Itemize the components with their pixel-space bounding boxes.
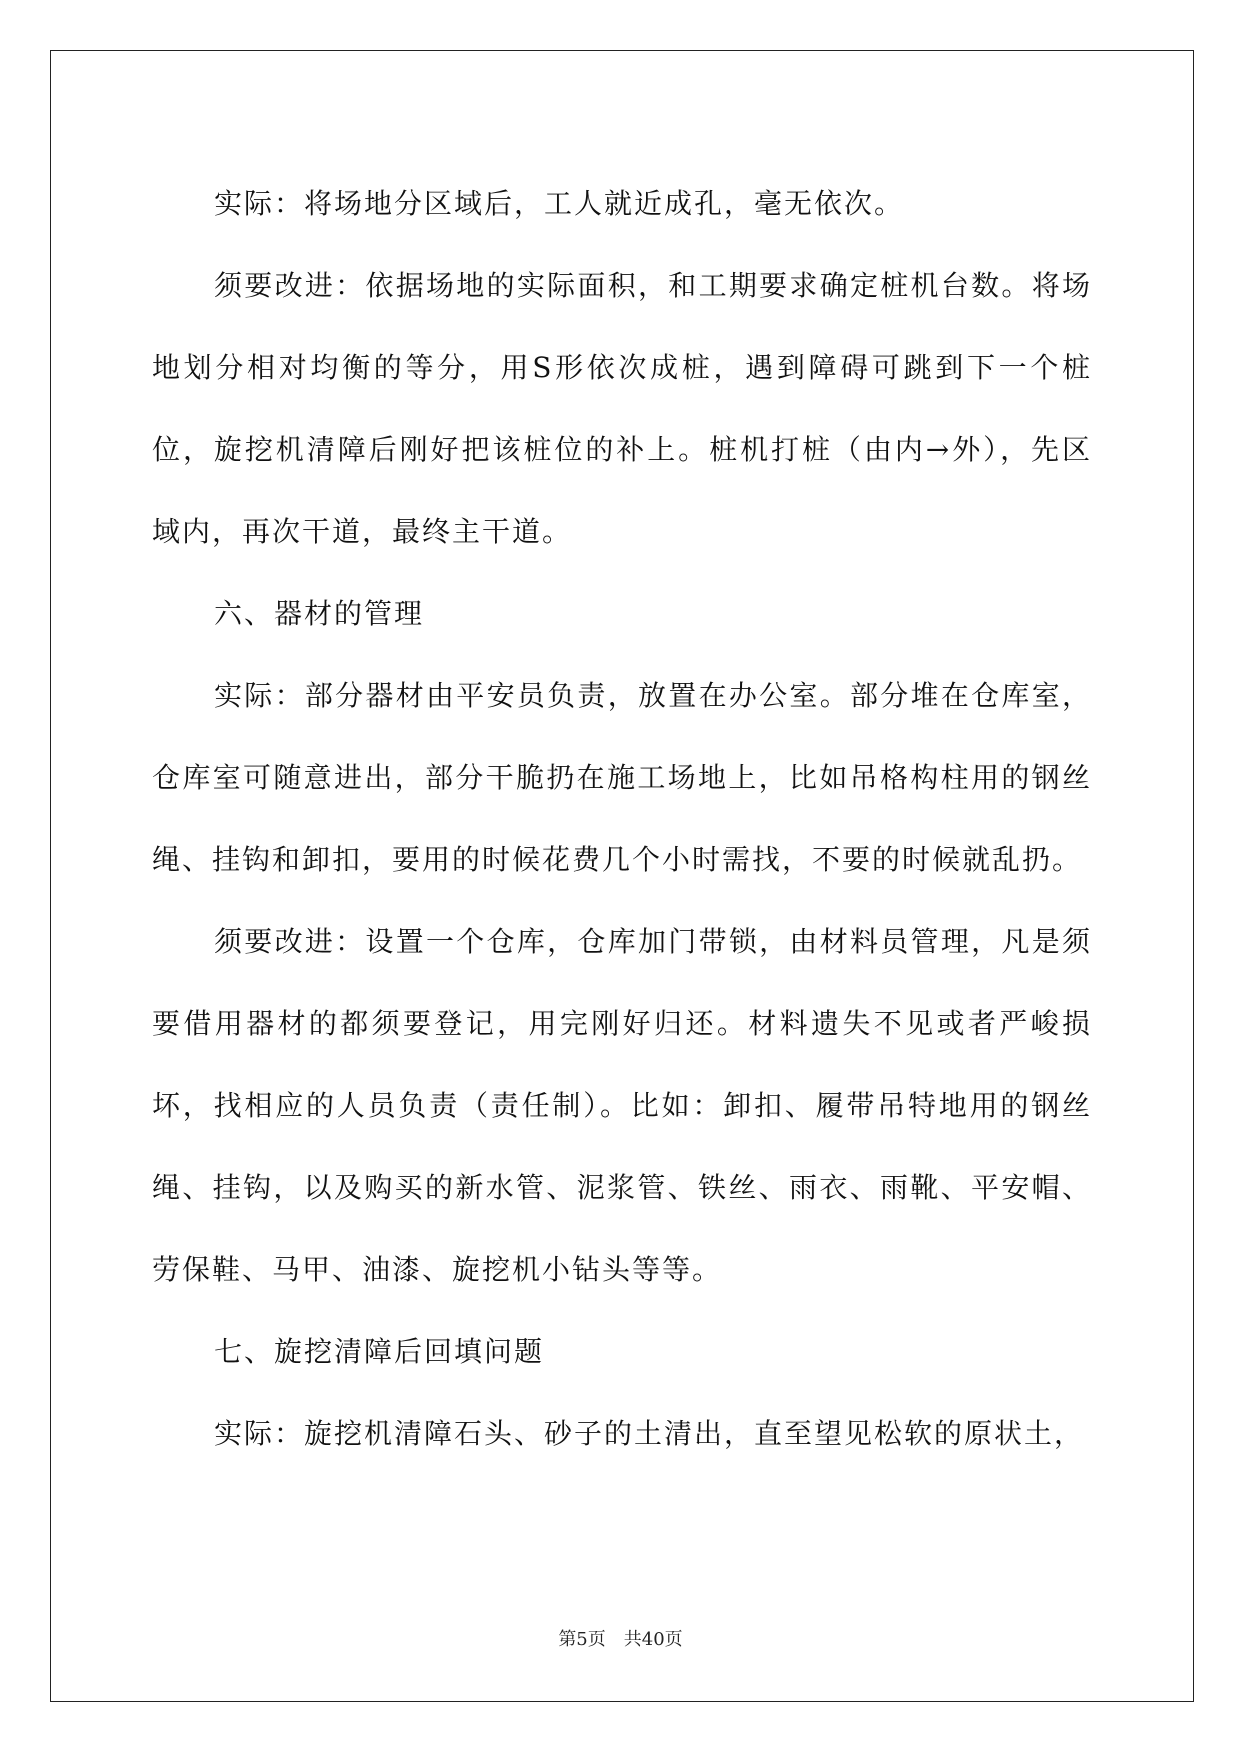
paragraph-improvement-warehouse: 须要改进：设置一个仓库，仓库加门带锁，由材料员管理，凡是须要借用器材的都须要登记，用完刚好归还。材料遗失不见或者严峻损坏，找相应的人员负责（责任制）。比如：卸扣、履带吊特地用的钢丝绳、挂钩，以及购买的新水管、泥浆管、铁丝、雨衣、雨靴、平安帽、劳保鞋、马甲、油漆、旋挖机小钻头等等。: [152, 925, 1092, 1286]
paragraph-actual-backfill: 实际：旋挖机清障石头、砂子的土清出，直至望见松软的原状土，: [214, 1417, 1085, 1450]
page-footer: [0, 1625, 1241, 1651]
paragraph-actual-equipment: 实际：部分器材由平安员负责，放置在办公室。部分堆在仓库室，仓库室可随意进出，部分干脆扔在施工场地上，比如吊格构柱用的钢丝绳、挂钩和卸扣，要用的时候花费几个小时需找，不要的时候就乱扔。: [152, 679, 1092, 876]
section-heading-backfill: 七、旋挖清障后回填问题: [214, 1335, 545, 1368]
document-body: [152, 163, 1092, 1475]
page-total: 共40页: [623, 1629, 683, 1650]
page-number: 第5页: [558, 1629, 606, 1650]
paragraph-actual-zoning: 实际：将场地分区域后，工人就近成孔，毫无依次。: [214, 187, 905, 220]
paragraph-improvement-piling: 须要改进：依据场地的实际面积，和工期要求确定桩机台数。将场地划分相对均衡的等分，用S形依次成桩，遇到障碍可跳到下一个桩位，旋挖机清障后刚好把该桩位的补上。桩机打桩（由内→外），先区域内，再次干道，最终主干道。: [152, 269, 1092, 548]
section-heading-equipment: 六、器材的管理: [214, 597, 425, 630]
